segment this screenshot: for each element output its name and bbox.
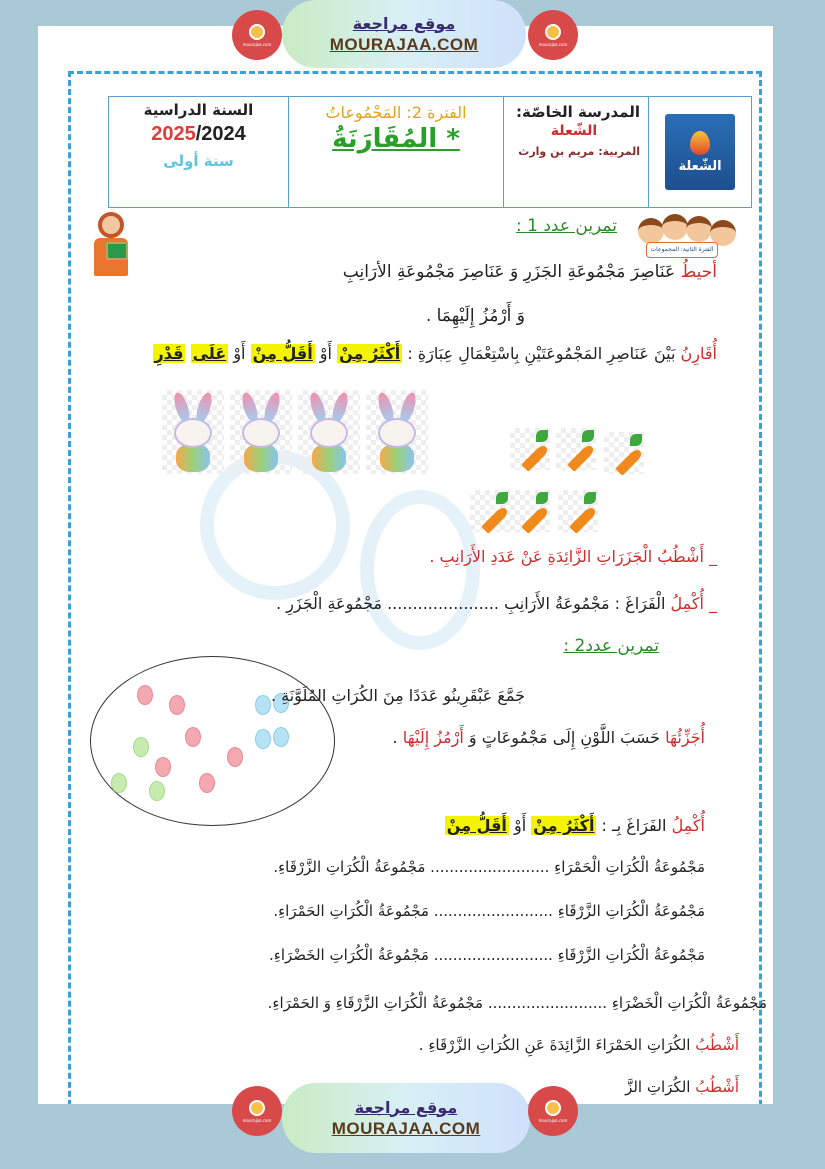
school-label: المدرسة الخاصّة: [515, 103, 640, 121]
fill-row-4: مَجْمُوعَةُ الْكُرَاتِ الْخَضْرَاءِ ......................... مَجْمُوعَةُ الْكُرَاتِ الزَّرْقَاءِ وَ الحَمْرَاءِ. [267, 994, 767, 1012]
period-title: الفترة 2: المَجْمُوعاتُ [325, 103, 467, 122]
fill-row-1: مَجْمُوعَةُ الْكُرَاتِ الْحَمْرَاءِ ......................... مَجْمُوعَةُ الْكُرَاتِ الزَّرْقَاءِ. [273, 858, 705, 876]
worksheet-header [108, 96, 752, 208]
exercise2-line1: جَمَّعَ عَبْقَرِينُو عَدَدًا مِنَ الكُرَاتِ المُلَوَّنَةِ . [270, 686, 525, 705]
year-cell [109, 97, 288, 207]
teacher-illustration [84, 212, 138, 276]
rabbit-image [162, 390, 224, 474]
logo-mark-icon [249, 24, 265, 40]
site-badge-bottom[interactable] [282, 1083, 530, 1153]
red-ball [169, 695, 185, 715]
lesson-title: * المُقَارَنَةُ [332, 124, 460, 154]
green-ball [149, 781, 165, 801]
option-more-than: أَكْثَرُ مِنْ [533, 816, 595, 835]
green-ball [133, 737, 149, 757]
carrot-image [510, 490, 550, 532]
site-name-arabic: موقع مراجعة [354, 1097, 458, 1117]
site-name-latin: MOURAJAA.COM [329, 34, 479, 54]
red-ball [185, 727, 201, 747]
site-logo-right-top: mourajaa.com [528, 10, 578, 60]
green-ball [111, 773, 127, 793]
school-name: الشّعلة [550, 123, 598, 139]
exercise1-strike-instruction: _ أَشْطُبُ الْجَزَرَاتِ الزَّائِدَةِ عَنْ عَدَدِ الأَرَانِبِ . [429, 547, 717, 566]
red-ball [137, 685, 153, 705]
school-logo-cell [648, 97, 751, 207]
rabbit-image [366, 390, 428, 474]
school-logo: الشّعلة [665, 114, 735, 190]
logo-mark-icon [545, 1100, 561, 1116]
blue-ball [273, 727, 289, 747]
exercise2-fill-instruction: أُكْمِلُ الفَرَاغَ بِـ : أَكْثَرُ مِنْ أَوْ أَقَلُّ مِنْ [446, 816, 705, 835]
fill-row-3: مَجْمُوعَةُ الْكُرَاتِ الزَّرْقَاءِ ......................... مَجْمُوعَةُ الْكُرَاتِ الخَضْرَاءِ. [269, 946, 705, 964]
exercise2-strike-2: أَشْطُبُ الكُرَاتِ الزَّ [625, 1078, 739, 1096]
year-label: السنة الدراسية [143, 101, 254, 119]
chalkboard-icon [106, 242, 128, 260]
carrots-group [470, 428, 650, 534]
flame-icon [690, 131, 710, 155]
carrot-image [604, 432, 644, 474]
site-logo-left-bottom: mourajaa.com [232, 1086, 282, 1136]
option-less-than: أَقَلُّ مِنْ [252, 344, 313, 363]
rabbits-group [162, 390, 428, 474]
lesson-cell [288, 97, 503, 207]
site-logo-left-top: mourajaa.com [232, 10, 282, 60]
rabbit-image [230, 390, 292, 474]
carrot-image [556, 428, 596, 470]
exercise2-title: تمرين عدد2 : [563, 636, 659, 656]
blue-ball [255, 695, 271, 715]
option-more-than: أَكْثَرُ مِنْ [339, 344, 401, 363]
exercise1-line1: أحيطُ عَنَاصِرَ مَجْمُوعَةِ الجَزَرِ وَ عَنَاصِرَ مَجْمُوعَةِ الأرَانِبِ [342, 262, 717, 282]
option-equal-b: قَدْرِ [154, 344, 184, 363]
kids-banner: الفترة الثانية: المجموعات [646, 242, 718, 258]
school-year: 2025/2024 [151, 123, 246, 145]
option-equal-a: عَلَى [192, 344, 227, 363]
logo-mark-icon [545, 24, 561, 40]
balls-set [90, 656, 335, 826]
site-logo-right-bottom: mourajaa.com [528, 1086, 578, 1136]
site-name-latin: MOURAJAA.COM [331, 1118, 481, 1138]
logo-mark-icon [249, 1100, 265, 1116]
exercise2-strike-1: أَشْطُبُ الكُرَاتِ الحَمْرَاءَ الزَّائِدَةَ عَنِ الكُرَاتِ الزَّرْقَاءِ . [418, 1036, 739, 1054]
exercise1-fill-instruction: _ أُكْمِلُ الْفَرَاغَ : مَجْمُوعَةُ الأَرَانِبِ ...................... مَجْمُوعَةِ الْجَزَرِ . [276, 594, 717, 613]
exercise1-title: تمرين عدد 1 : [515, 216, 617, 236]
site-badge-top[interactable] [282, 0, 526, 68]
blue-ball [255, 729, 271, 749]
exercise1-compare-line: أُقَارِنُ بَيْنَ عَنَاصِرِ المَجْمُوعَتَيْنِ بِاسْتِعْمَالِ عِبَارَةِ : أَكْثَرُ مِنْ أَوْ أَقَلُّ مِنْ أَوْ عَلَى قَدْرِ [154, 344, 717, 363]
school-info-cell [503, 97, 648, 207]
red-ball [199, 773, 215, 793]
red-ball [227, 747, 243, 767]
red-ball [155, 757, 171, 777]
carrot-image [558, 490, 598, 532]
option-less-than: أَقَلُّ مِنْ [446, 816, 507, 835]
rabbit-image [298, 390, 360, 474]
fill-row-2: مَجْمُوعَةُ الْكُرَاتِ الزَّرْقَاءِ ......................... مَجْمُوعَةُ الْكُرَاتِ الحَمْرَاءِ. [273, 902, 705, 920]
exercise2-line2: أُجَزِّئُهَا حَسَبَ اللَّوْنِ إِلَى مَجْمُوعَاتٍ وَ أَرْمُزُ إِلَيْهَا . [392, 728, 705, 747]
grade-level: سنة أولى [163, 152, 234, 170]
site-name-arabic: موقع مراجعة [352, 13, 456, 33]
exercise1-line2: وَ أَرْمُزُ إِلَيْهِمَا . [425, 306, 525, 326]
carrot-image [510, 428, 550, 470]
teacher-name: المربية: مريم بن وارث [518, 145, 640, 158]
carrot-image [470, 490, 510, 532]
